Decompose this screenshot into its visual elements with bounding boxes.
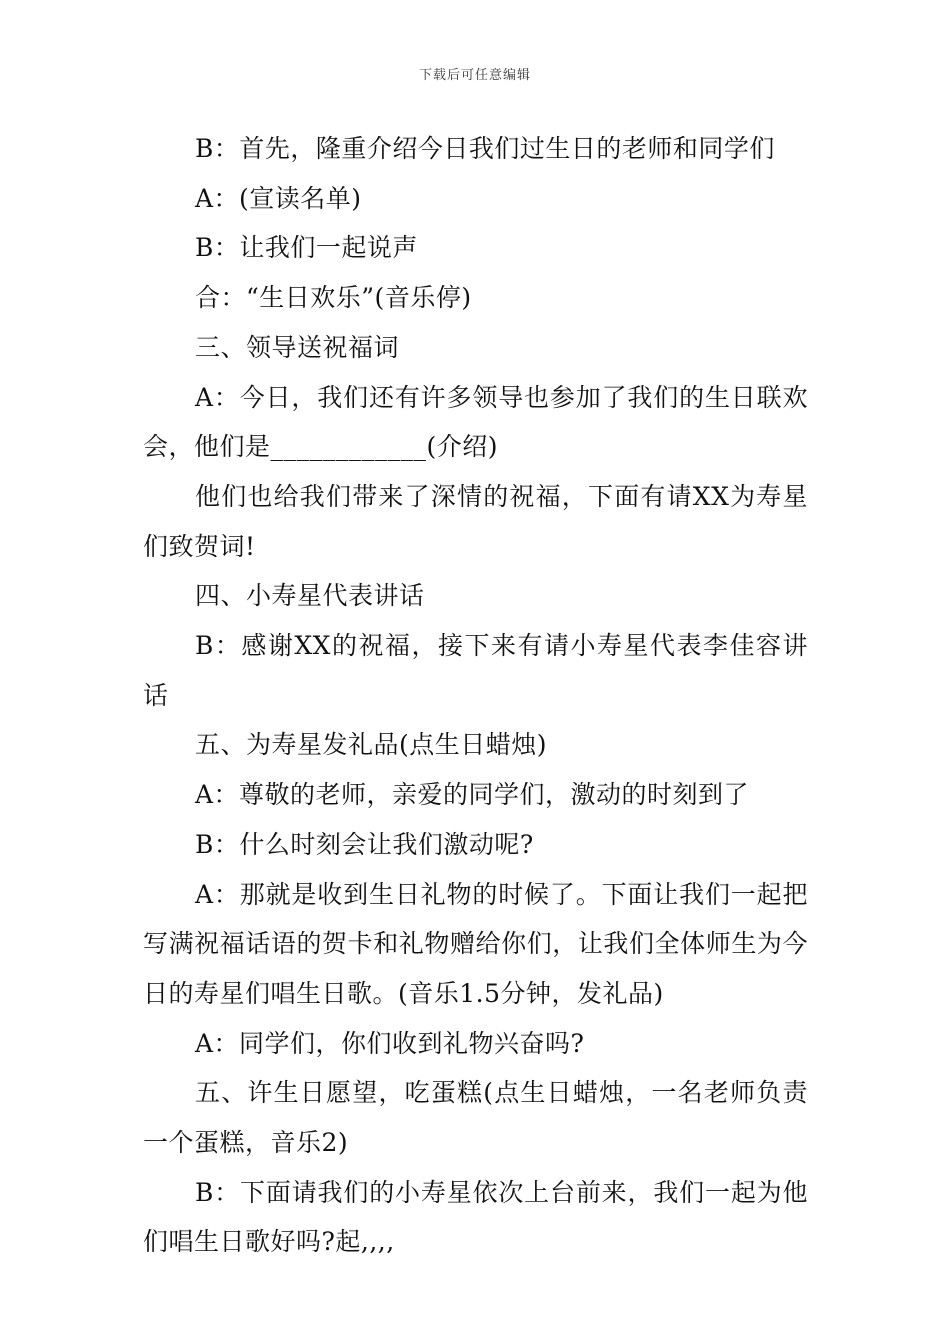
document-body <box>143 124 808 1267</box>
paragraph-2: A：(宣读名单) <box>195 183 362 213</box>
page-header: 下载后可任意编辑 <box>418 68 531 83</box>
paragraph-9: B：感谢XX的祝福，接下来有请小寿星代表李佳容讲话 <box>143 631 808 710</box>
section-heading-5b: 五、许生日愿望，吃蛋糕(点生日蜡烛，一名老师负责一个蛋糕，音乐2) <box>143 1078 808 1158</box>
paragraph-3: B：让我们一起说声 <box>195 233 418 263</box>
paragraph-12: B：什么时刻会让我们激动呢? <box>195 829 534 859</box>
paragraph-14: A：同学们，你们收到礼物兴奋吗? <box>195 1028 585 1058</box>
section-heading-4: 四、小寿星代表讲话 <box>195 581 425 611</box>
paragraph-11: A：尊敬的老师，亲爱的同学们，激动的时刻到了 <box>195 780 750 810</box>
paragraph-7: 他们也给我们带来了深情的祝福，下面有请XX为寿星们致贺词! <box>143 481 808 561</box>
section-heading-3: 三、领导送祝福词 <box>195 332 400 362</box>
paragraph-16: B：下面请我们的小寿星依次上台前来，我们一起为他们唱生日歌好吗?起,,,, <box>143 1177 808 1257</box>
paragraph-4: 合：“生日欢乐”(音乐停) <box>195 283 472 313</box>
paragraph-1: B：首先，隆重介绍今日我们过生日的老师和同学们 <box>195 134 775 163</box>
paragraph-6: A：今日，我们还有许多领导也参加了我们的生日联欢会，他们是____________(介绍) <box>143 382 808 462</box>
section-heading-5a: 五、为寿星发礼品(点生日蜡烛) <box>195 730 548 760</box>
paragraph-13: A：那就是收到生日礼物的时候了。下面让我们一起把写满祝福话语的贺卡和礼物赠给你们，让我们全体师生为今日的寿星们唱生日歌。(音乐1.5分钟，发礼品) <box>143 879 808 1008</box>
